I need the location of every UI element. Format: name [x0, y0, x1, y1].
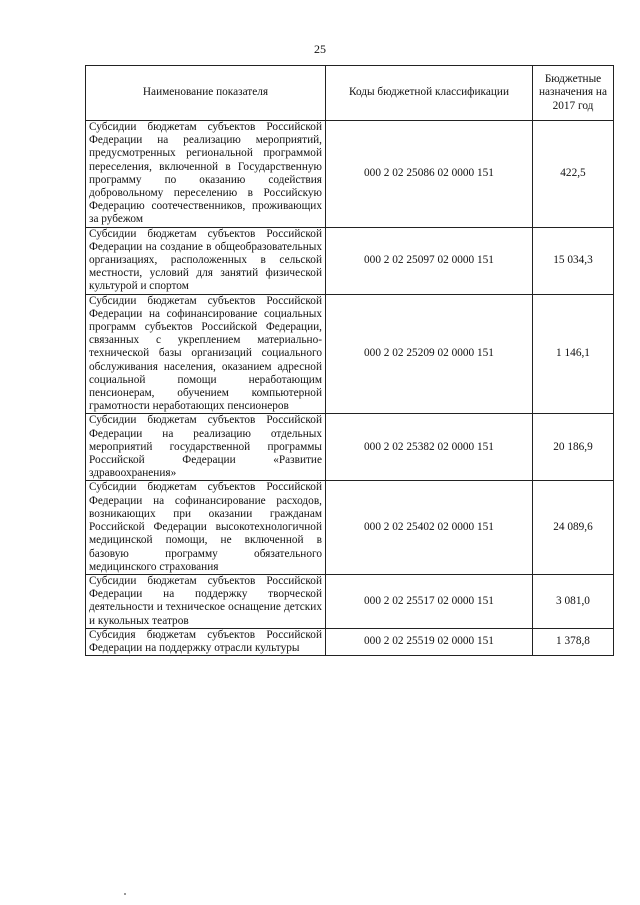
table-row	[86, 294, 614, 414]
header-amount: Бюджетные назначения на 2017 год	[533, 66, 614, 121]
table-row	[86, 121, 614, 228]
row-code: 000 2 02 25097 02 0000 151	[326, 227, 533, 294]
scan-speck	[124, 893, 126, 895]
table-row	[86, 414, 614, 481]
header-code: Коды бюджетной классификации	[326, 66, 533, 121]
row-name: Субсидии бюджетам субъектов Российской Федерации на софинансирование социальных программ субъектов Российской Федерации, связанных с укреплением материально-технической базы организаций социального обслуживания населения, оказанием адресной социальной помощи неработающим пенсионерам, обучением компьютерной грамотности неработающих пенсионеров	[86, 294, 326, 414]
row-code: 000 2 02 25519 02 0000 151	[326, 628, 533, 655]
table-row	[86, 481, 614, 574]
budget-table	[85, 65, 614, 656]
row-name: Субсидии бюджетам субъектов Российской Федерации на реализацию отдельных мероприятий государственной программы Российской Федерации «Развитие здравоохранения»	[86, 414, 326, 481]
row-amount: 1 378,8	[533, 628, 614, 655]
row-code: 000 2 02 25402 02 0000 151	[326, 481, 533, 574]
row-amount: 15 034,3	[533, 227, 614, 294]
row-code: 000 2 02 25517 02 0000 151	[326, 574, 533, 628]
row-name: Субсидии бюджетам субъектов Российской Федерации на поддержку творческой деятельности и техническое оснащение детских и кукольных театров	[86, 574, 326, 628]
row-name: Субсидии бюджетам субъектов Российской Федерации на софинансирование расходов, возникающих при оказании гражданам Российской Федерации высокотехнологичной медицинской помощи, не включенной в базовую программу обязательного медицинского страхования	[86, 481, 326, 574]
row-amount: 1 146,1	[533, 294, 614, 414]
page-number: 25	[314, 42, 326, 56]
row-code: 000 2 02 25209 02 0000 151	[326, 294, 533, 414]
row-amount: 422,5	[533, 121, 614, 228]
table-row	[86, 574, 614, 628]
row-name: Субсидии бюджетам субъектов Российской Федерации на создание в общеобразовательных организациях, расположенных в сельской местности, условий для занятий физической культурой и спортом	[86, 227, 326, 294]
header-name: Наименование показателя	[86, 66, 326, 121]
row-amount: 20 186,9	[533, 414, 614, 481]
row-name: Субсидии бюджетам субъектов Российской Федерации на реализацию мероприятий, предусмотренных региональной программой переселения, включенной в Государственную программу по оказанию содействия добровольному переселению в Российскую Федерацию соотечественников, проживающих за рубежом	[86, 121, 326, 228]
row-code: 000 2 02 25086 02 0000 151	[326, 121, 533, 228]
table-header-row	[86, 66, 614, 121]
row-code: 000 2 02 25382 02 0000 151	[326, 414, 533, 481]
row-name: Субсидия бюджетам субъектов Российской Федерации на поддержку отрасли культуры	[86, 628, 326, 655]
table-row	[86, 227, 614, 294]
table-row	[86, 628, 614, 655]
row-amount: 3 081,0	[533, 574, 614, 628]
row-amount: 24 089,6	[533, 481, 614, 574]
